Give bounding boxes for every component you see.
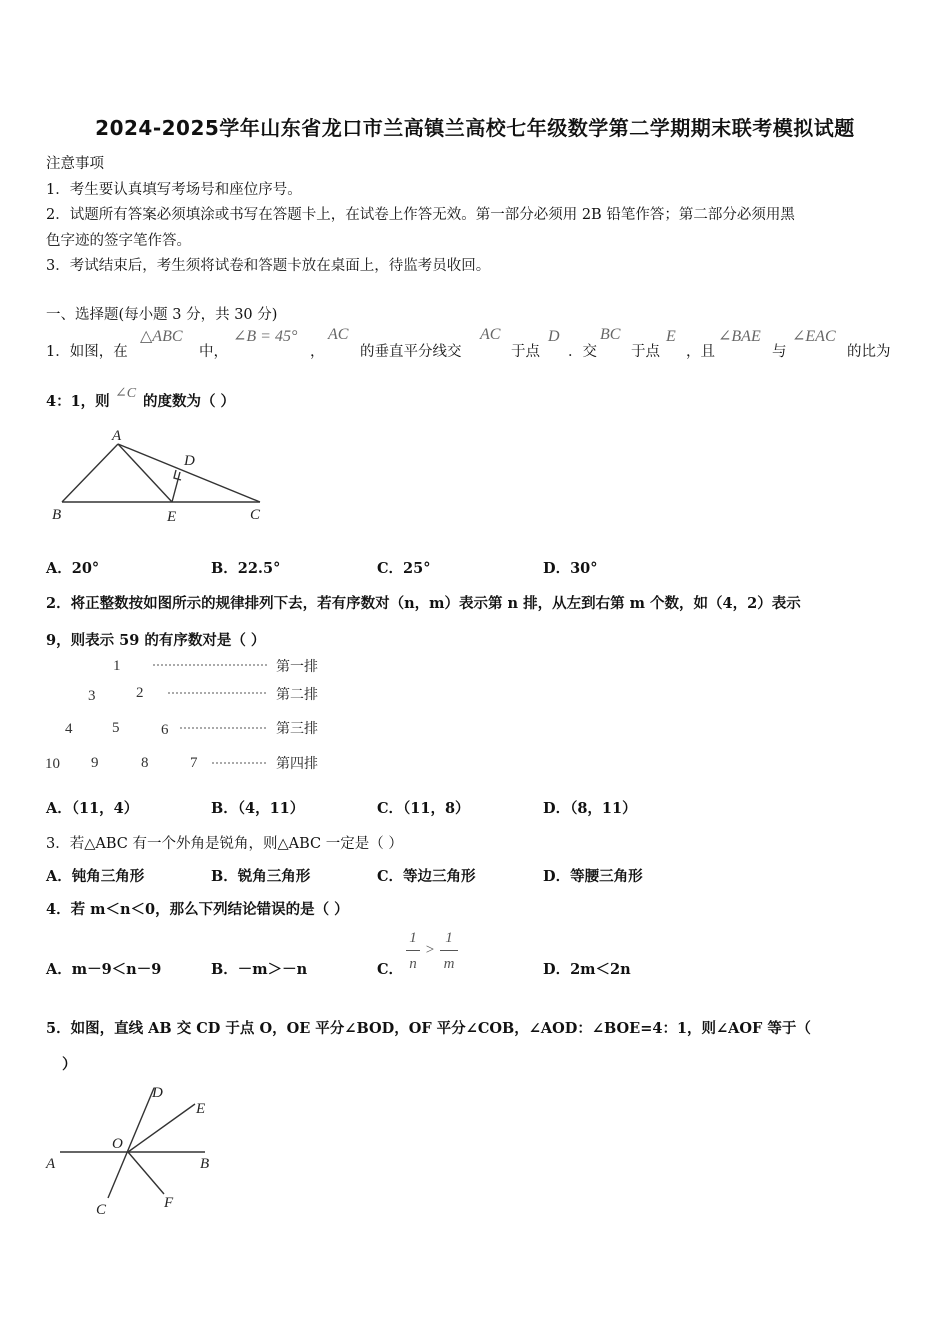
label-d: D bbox=[152, 1085, 163, 1101]
row-label: 第一排 bbox=[276, 660, 318, 675]
q1-math-bc: BC bbox=[600, 326, 621, 343]
q2-option-b[interactable]: B．（4，11） bbox=[211, 800, 305, 817]
q1-math-eac: ∠EAC bbox=[792, 328, 836, 345]
q3-option-b[interactable]: B．锐角三角形 bbox=[211, 868, 311, 885]
q1-text: ．交 bbox=[568, 344, 597, 360]
label-o: O bbox=[112, 1136, 123, 1152]
q1-text-num: 1．如图，在 bbox=[46, 344, 128, 360]
notice-item: 3．考试结束后，考生须将试卷和答题卡放在桌面上，待监考员收回。 bbox=[46, 258, 491, 274]
q3-option-c[interactable]: C．等边三角形 bbox=[377, 868, 476, 885]
q2-figure-number-rows bbox=[40, 650, 340, 780]
segment-de bbox=[172, 472, 180, 502]
row-number: 2 bbox=[136, 685, 144, 701]
label-c: C bbox=[250, 507, 261, 523]
q1-text-line2b: 的度数为（ ） bbox=[143, 393, 236, 410]
q3-text: 3．若△ABC 有一个外角是锐角，则△ABC 一定是（ ） bbox=[46, 836, 403, 852]
q1-text: 的垂直平分线交 bbox=[360, 344, 462, 360]
q1-option-d[interactable]: D．30° bbox=[543, 560, 598, 577]
q5-text-line1: 5．如图，直线 AB 交 CD 于点 O，OE 平分∠BOD，OF 平分∠COB，∠AOD：∠BOE=4：1，则∠AOF 等于（ bbox=[46, 1020, 811, 1037]
label-e: E bbox=[167, 509, 177, 525]
row-number: 4 bbox=[65, 721, 73, 737]
q1-text: ，且 bbox=[686, 344, 715, 360]
q2-option-a[interactable]: A．（11，4） bbox=[46, 800, 139, 817]
ray-oe bbox=[128, 1104, 195, 1152]
fraction-denominator: m bbox=[443, 956, 455, 972]
fraction-numerator: 1 bbox=[409, 930, 417, 946]
row-number: 3 bbox=[88, 688, 96, 704]
fraction-operator: > bbox=[425, 942, 435, 958]
q1-math-abc: △ABC bbox=[140, 328, 183, 345]
q4-option-a[interactable]: A．m－9＜n－9 bbox=[46, 961, 162, 978]
label-b: B bbox=[52, 507, 62, 523]
notice-item: 色字迹的签字笔作答。 bbox=[46, 233, 191, 249]
q2-option-d[interactable]: D．（8，11） bbox=[543, 800, 637, 817]
row-number: 7 bbox=[190, 755, 198, 771]
segment-ae bbox=[118, 444, 172, 502]
q2-text-line1: 2．将正整数按如图所示的规律排列下去，若有序数对（n，m）表示第 n 排，从左到右第 m 个数，如（4，2）表示 bbox=[46, 595, 801, 612]
q1-option-c[interactable]: C．25° bbox=[377, 560, 431, 577]
segment-ab bbox=[62, 444, 118, 502]
q1-math-bae: ∠BAE bbox=[718, 328, 761, 345]
fraction-numerator: 1 bbox=[445, 930, 453, 946]
q1-math-ac: AC bbox=[328, 326, 349, 343]
q4-text: 4．若 m＜n＜0，那么下列结论错误的是（ ） bbox=[46, 901, 349, 918]
notice-item: 1．考生要认真填写考场号和座位序号。 bbox=[46, 182, 302, 198]
row-number: 9 bbox=[91, 755, 99, 771]
q1-math-c: ∠C bbox=[115, 386, 137, 401]
q4-option-c[interactable]: C． bbox=[377, 961, 404, 978]
q5-text-line2: ） bbox=[62, 1056, 77, 1073]
q1-figure-triangle bbox=[40, 420, 280, 530]
q1-option-a[interactable]: A．20° bbox=[46, 560, 100, 577]
q4-option-b[interactable]: B．－m＞－n bbox=[211, 961, 308, 978]
q1-text: 的比为 bbox=[847, 344, 891, 360]
label-f: F bbox=[164, 1195, 174, 1211]
q1-math-b45: ∠B = 45° bbox=[233, 328, 298, 345]
row-number: 8 bbox=[141, 755, 149, 771]
q1-option-b[interactable]: B．22.5° bbox=[211, 560, 281, 577]
q1-text: ， bbox=[310, 344, 325, 360]
q2-text-line2: 9，则表示 59 的有序数对是（ ） bbox=[46, 632, 266, 649]
section-heading: 一、选择题(每小题 3 分，共 30 分) bbox=[46, 307, 278, 323]
row-label: 第二排 bbox=[276, 688, 318, 703]
q1-math-ac2: AC bbox=[480, 326, 501, 343]
notice-item: 2．试题所有答案必须填涂或书写在答题卡上，在试卷上作答无效。第一部分必须用 2B 铅笔作答；第二部分必须用黑 bbox=[46, 207, 795, 223]
label-d: D bbox=[184, 453, 195, 469]
q5-figure-lines bbox=[40, 1080, 230, 1220]
row-label: 第四排 bbox=[276, 757, 318, 772]
label-a: A bbox=[46, 1156, 56, 1172]
row-number: 1 bbox=[113, 658, 121, 674]
row-number: 10 bbox=[45, 756, 60, 772]
notice-heading: 注意事项 bbox=[46, 156, 104, 172]
row-number: 5 bbox=[112, 720, 120, 736]
fraction-denominator: n bbox=[409, 956, 417, 972]
q1-math-d: D bbox=[548, 328, 560, 345]
q3-option-d[interactable]: D．等腰三角形 bbox=[543, 868, 643, 885]
q1-text: 与 bbox=[772, 344, 787, 360]
q4-option-d[interactable]: D．2m＜2n bbox=[543, 961, 631, 978]
row-label: 第三排 bbox=[276, 722, 318, 737]
q1-text-line2: 4：1，则 bbox=[46, 393, 110, 410]
label-a: A bbox=[112, 428, 122, 444]
label-e: E bbox=[196, 1101, 206, 1117]
q1-math-e: E bbox=[666, 328, 676, 345]
label-b: B bbox=[200, 1156, 210, 1172]
page-title: 2024-2025学年山东省龙口市兰高镇兰高校七年级数学第二学期期末联考模拟试题 bbox=[95, 116, 855, 140]
q1-text: 中， bbox=[199, 344, 228, 360]
fraction-bar bbox=[406, 950, 420, 951]
q1-text: 于点 bbox=[511, 344, 540, 360]
ray-of bbox=[128, 1152, 164, 1194]
fraction-bar bbox=[440, 950, 458, 951]
right-angle-mark bbox=[174, 470, 181, 480]
q2-option-c[interactable]: C．（11，8） bbox=[377, 800, 470, 817]
label-c: C bbox=[96, 1202, 107, 1218]
q1-text: 于点 bbox=[631, 344, 660, 360]
q3-option-a[interactable]: A．钝角三角形 bbox=[46, 868, 145, 885]
row-number: 6 bbox=[161, 722, 169, 738]
